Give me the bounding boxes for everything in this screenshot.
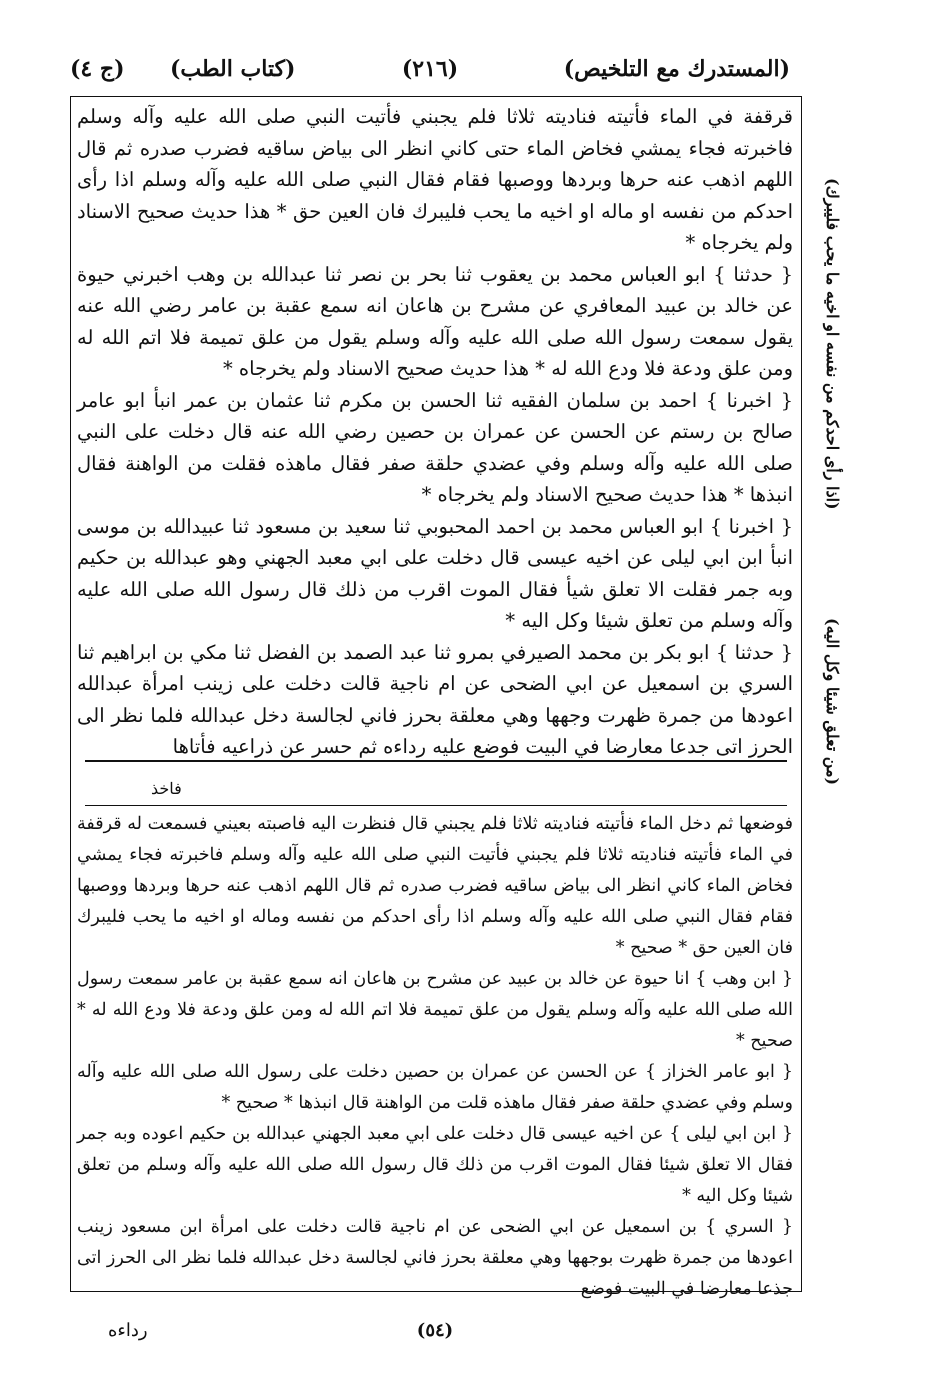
catchword: فاخذ: [151, 779, 182, 798]
text-frame: [70, 96, 802, 1299]
summary-text-block: [77, 809, 793, 1299]
sheet-number: (٥٤): [416, 1320, 454, 1341]
footer-catchword: رداءه: [108, 1320, 148, 1341]
margin-note-evil-eye: (اذا رأى احدكم من نفسه او اخيه ما يحب فليبرك): [823, 178, 842, 510]
page-number: (٢١٦): [401, 56, 459, 82]
section-divider: [85, 760, 787, 762]
book-title: (المستدرك مع التلخيص): [563, 56, 790, 82]
margin-note-amulet: (من تعلق شيئا وكل اليه): [823, 617, 842, 785]
main-paragraph: { اخبرنا } احمد بن سلمان الفقيه ثنا الحسن بن مكرم ثنا عثمان بن عمر انبأ ابو عامر صالح بن رستم عن الحسن عن عمران بن حصين رضي الله عنه قال دخلت على النبي صلى الله عليه وآله وسلم وفي عضدي حلقة صفر فقال ماهذه فقلت من الواهنة فقال انبذها * هذا حديث صحيح الاسناد ولم يخرجاه *: [77, 388, 793, 506]
summary-paragraph: { ابن وهب } انا حيوة عن خالد بن عبيد عن مشرح بن هاعان انه سمع عقبة بن عامر سمعت رسول الله صلى الله عليه وآله وسلم يقول من علق تميمة فلا اتم الله له ومن علق ودعة فلا ودع الله له * صحيح *: [77, 969, 793, 1051]
page-footer: [70, 1320, 800, 1350]
chapter-title: (كتاب الطب): [170, 56, 296, 82]
volume-number: (ج ٤): [70, 56, 125, 82]
summary-paragraph: { السري } بن اسمعيل عن ابي الضحى عن ام ناجية قالت دخلت على امرأة ابن مسعود زينب اعودها من جمرة ظهرت بوجهها وهي معلقة بحرز فاني لجالسة دخل عبدالله فلما نظر الى الحرز اتى جذعا معارضا في البيت فوضع: [77, 1217, 793, 1299]
main-paragraph: { حدثنا } ابو العباس محمد بن يعقوب ثنا بحر بن نصر ثنا عبدالله بن وهب اخبرني حيوة عن خالد بن عبيد المعافري عن مشرح بن هاعان انه سمع عقبة بن عامر رضي الله عنه يقول سمعت رسول الله صلى الله عليه وآله وسلم يقول من علق تميمة فلا اتم الله له ومن علق ودعة فلا ودع الله له * هذا حديث صحيح الاسناد ولم يخرجاه *: [77, 262, 793, 380]
page-header: [70, 56, 790, 96]
main-paragraph: قرقفة في الماء فأتيته فناديته ثلاثا فلم يجبني فأتيت النبي صلى الله عليه وآله وسلم فاخبرته فجاء يمشي فخاض الماء حتى كاني انظر الى بياض ساقيه فضرب صدره ثم قال اللهم اذهب عنه حرها وبردها ووصبها فقام فقال النبي صلى الله عليه وآله وسلم اذا رأى احدكم من نفسه او ماله او اخيه ما يحب فليبرك فان العين حق * هذا حديث صحيح الاسناد ولم يخرجاه *: [77, 105, 793, 254]
summary-divider: [85, 805, 787, 806]
summary-paragraph: فوضعها ثم دخل الماء فأتيته فناديته ثلاثا فلم يجبني قال فنظرت اليه فاصبته بعيني فسمعت له قرقفة في الماء فأتيته فناديته ثلاثا فلم يجبني فأتيت النبي صلى الله عليه وآله وسلم فاخبرته فجاء يمشي فخاض الماء كاني انظر الى بياض ساقيه فضرب صدره ثم قال اللهم اذهب عنه حرها وبردها ووصبها فقام فقال النبي صلى الله عليه وآله وسلم اذا رأى احدكم من نفسه وماله او اخيه ما يحب فليبرك فان العين حق * صحيح *: [77, 814, 793, 958]
main-paragraph: { حدثنا } ابو بكر بن محمد الصيرفي بمرو ثنا عبد الصمد بن الفضل ثنا مكي بن ابراهيم ثنا السري بن اسمعيل عن ابي الضحى عن ام ناجية قالت دخلت على زينب امرأة عبدالله اعودها من جمرة ظهرت وجهها وهي معلقة بحرز فاني لجالسة دخل عبدالله فلما نظر الى الحرز اتى جدعا معارضا في البيت فوضع عليه رداءه ثم حسر عن ذراعيه فأتاها: [77, 640, 793, 758]
summary-paragraph: { ابو عامر الخزاز } عن الحسن عن عمران بن حصين دخلت على رسول الله صلى الله عليه وآله وسلم وفي عضدي حلقة صفر فقال ماهذه قلت من الواهنة قال انبذها * صحيح *: [77, 1062, 793, 1113]
summary-paragraph: { ابن ابي ليلى } عن اخيه عيسى قال دخلت على ابي معبد الجهني عبدالله بن حكيم اعوده وبه جمر فقال الا تعلق شيئا فقال الموت اقرب من ذلك قال رسول الله صلى الله عليه وآله وسلم من تعلق شيئا وكل اليه *: [77, 1124, 793, 1206]
main-text-block: [77, 101, 793, 757]
main-paragraph: { اخبرنا } ابو العباس محمد بن احمد المحبوبي ثنا سعيد بن مسعود ثنا عبيدالله بن موسى انبأ ابن ابي ليلى عن اخيه عيسى قال دخلت على ابي معبد الجهني وهو عبدالله بن حكيم وبه جمر فقلت الا تعلق شيأ فقال الموت اقرب من ذلك قال رسول الله صلى الله عليه وآله وسلم من تعلق شيئا وكل اليه *: [77, 514, 793, 632]
